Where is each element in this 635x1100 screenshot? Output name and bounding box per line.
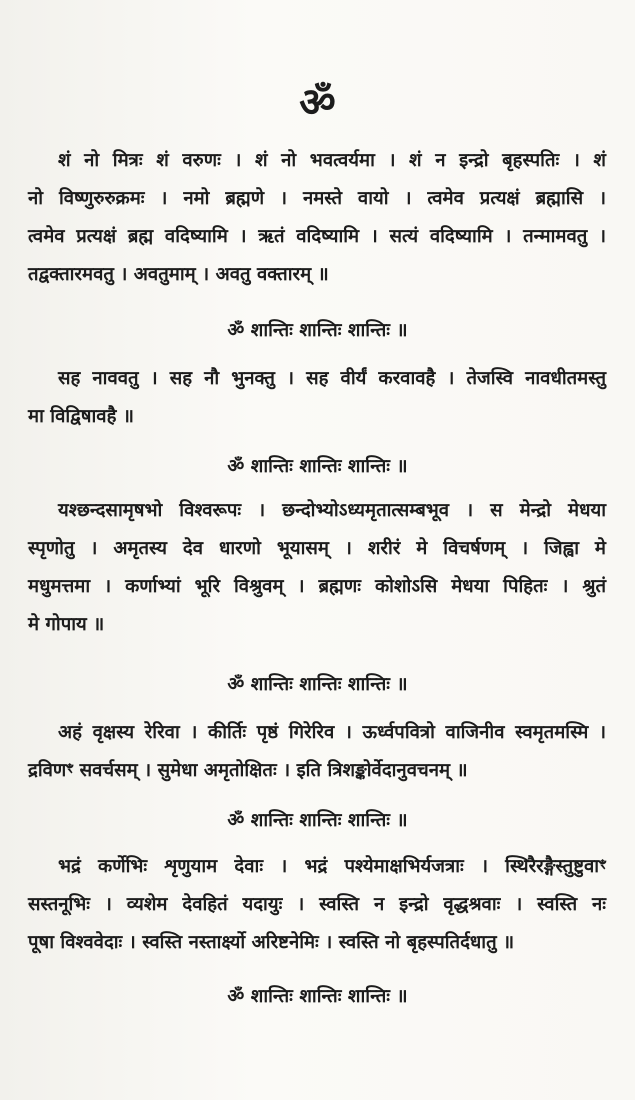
verse-line: शं नो मित्रः शं वरुणः । शं नो भवत्वर्यमा । शं न इन्द्रो बृहस्पतिः । शं xyxy=(58,150,606,171)
passage-shanno-mitra xyxy=(28,142,606,294)
verse-line: अहं वृक्षस्य रेरिवा । कीर्तिः पृष्ठं गिरेरिव । ऊर्ध्वपवित्रो वाजिनीव स्वमृतमस्मि । xyxy=(58,722,606,743)
verse-line: पूषा विश्ववेदाः । स्वस्ति नस्तार्क्ष्यो अरिष्टनेमिः । स्वस्ति नो बृहस्पतिर्दधातु ॥ xyxy=(28,932,515,953)
passage-aham-vrikshasya xyxy=(28,714,606,790)
verse-line: मे गोपाय ॥ xyxy=(28,614,105,635)
verse-line: स्पृणोतु । अमृतस्य देव धारणो भूयासम् । शरीरं मे विचर्षणम् । जिह्वा मे xyxy=(28,538,606,559)
verse-line: द्रविणꣳ सवर्चसम् । सुमेधा अमृतोक्षितः । इति त्रिशङ्कोर्वेदानुवचनम् ॥ xyxy=(28,760,468,781)
verse-line: सह नाववतु । सह नौ भुनक्तु । सह वीर्यं करवावहै । तेजस्वि नावधीतमस्तु xyxy=(58,368,606,389)
shanti-refrain: ॐ शान्तिः शान्तिः शान्तिः ॥ xyxy=(227,986,408,1007)
passage-bhadram-karnebhih xyxy=(28,848,606,962)
shanti-refrain: ॐ शान्तिः शान्तिः शान्तिः ॥ xyxy=(227,320,408,341)
passage-yashchhandasam xyxy=(28,492,606,644)
passage-saha-navavatu xyxy=(28,360,606,436)
verse-line: त्वमेव प्रत्यक्षं ब्रह्म वदिष्यामि । ऋतं वदिष्यामि । सत्यं वदिष्यामि । तन्मामवतु । xyxy=(28,226,606,247)
verse-line: यश्छन्दसामृषभो विश्वरूपः । छन्दोभ्योऽध्यमृतात्सम्बभूव । स मेन्द्रो मेधया xyxy=(58,500,606,521)
shanti-refrain: ॐ शान्तिः शान्तिः शान्तिः ॥ xyxy=(227,456,408,477)
shanti-refrain: ॐ शान्तिः शान्तिः शान्तिः ॥ xyxy=(227,674,408,695)
verse-line: मा विद्विषावहै ॥ xyxy=(28,406,134,427)
shanti-refrain: ॐ शान्तिः शान्तिः शान्तिः ॥ xyxy=(227,810,408,831)
verse-line: तद्वक्तारमवतु । अवतुमाम् । अवतु वक्तारम् ॥ xyxy=(28,264,329,285)
verse-line: भद्रं कर्णेभिः शृणुयाम देवाः । भद्रं पश्येमाक्षभिर्यजत्राः । स्थिरैरङ्गैस्तुष्टुवाꣳ xyxy=(58,856,606,877)
verse-line: सस्तनूभिः । व्यशेम देवहितं यदायुः । स्वस्ति न इन्द्रो वृद्धश्रवाः । स्वस्ति नः xyxy=(28,894,606,915)
om-symbol: ॐ xyxy=(299,80,336,126)
verse-line: मधुमत्तमा । कर्णाभ्यां भूरि विश्रुवम् । ब्रह्मणः कोशोऽसि मेधया पिहितः । श्रुतं xyxy=(28,576,606,597)
verse-line: नो विष्णुरुरुक्रमः । नमो ब्रह्मणे । नमस्ते वायो । त्वमेव प्रत्यक्षं ब्रह्मासि । xyxy=(28,188,606,209)
